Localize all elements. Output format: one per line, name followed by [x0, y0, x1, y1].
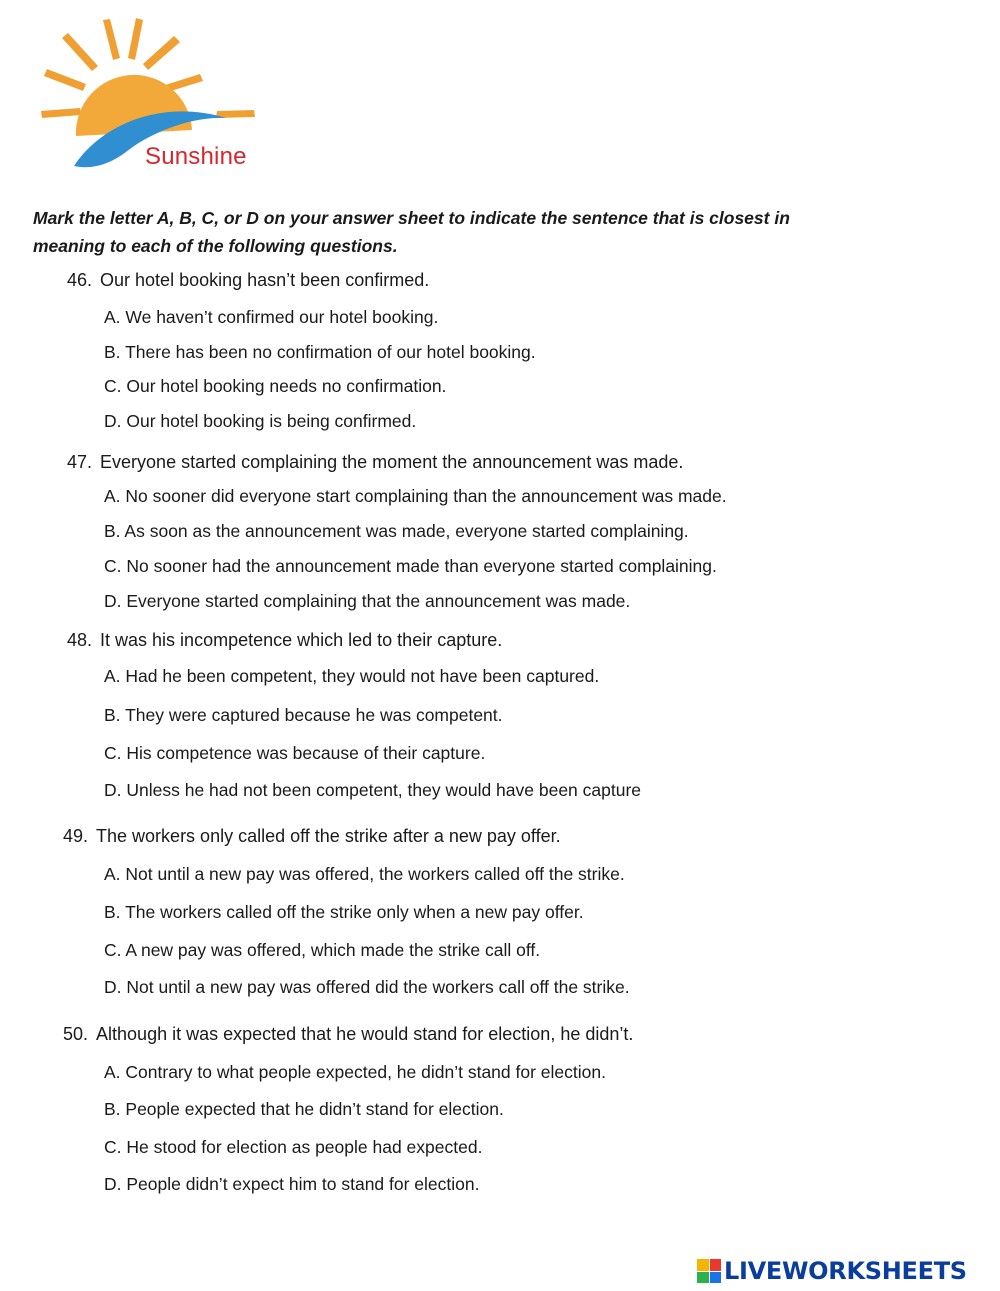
question-number: 47.	[67, 452, 93, 472]
question-number: 49.	[63, 826, 89, 846]
option-d[interactable]: D. People didn’t expect him to stand for election.	[104, 1174, 480, 1194]
logo-text: Sunshine	[145, 143, 247, 170]
instructions: Mark the letter A, B, C, or D on your answer sheet to indicate the sentence that is closest in meaning to each of the following questions.	[33, 208, 790, 256]
option-a[interactable]: A. Not until a new pay was offered, the workers called off the strike.	[104, 864, 625, 884]
question-text: The workers only called off the strike after a new pay offer.	[96, 826, 561, 846]
option-b[interactable]: B. People expected that he didn’t stand for election.	[104, 1099, 504, 1119]
question-stem	[63, 1024, 633, 1045]
question-text: Everyone started complaining the moment the announcement was made.	[100, 452, 684, 472]
option-c[interactable]: C. Our hotel booking needs no confirmation.	[104, 376, 447, 396]
option-a[interactable]: A. Contrary to what people expected, he didn’t stand for election.	[104, 1062, 606, 1082]
footer-text: LIVEWORKSHEETS	[724, 1257, 967, 1285]
option-c[interactable]: C. A new pay was offered, which made the strike call off.	[104, 940, 541, 960]
question-stem	[67, 452, 683, 473]
option-c[interactable]: C. No sooner had the announcement made than everyone started complaining.	[104, 556, 717, 576]
question-text: Although it was expected that he would stand for election, he didn’t.	[96, 1024, 634, 1044]
option-c[interactable]: C. His competence was because of their capture.	[104, 743, 486, 763]
option-b[interactable]: B. The workers called off the strike only when a new pay offer.	[104, 902, 584, 922]
option-b[interactable]: B. There has been no confirmation of our hotel booking.	[104, 342, 536, 362]
option-a[interactable]: A. Had he been competent, they would not have been captured.	[104, 666, 600, 686]
question-stem	[63, 826, 561, 847]
question-number: 46.	[67, 270, 93, 290]
option-d[interactable]: D. Not until a new pay was offered did the workers call off the strike.	[104, 977, 630, 997]
question-stem	[67, 270, 429, 291]
liveworksheets-logo-icon	[697, 1259, 721, 1283]
question-number: 50.	[63, 1024, 89, 1044]
option-c[interactable]: C. He stood for election as people had expected.	[104, 1137, 483, 1157]
liveworksheets-footer[interactable]	[697, 1254, 997, 1288]
question-text: It was his incompetence which led to their capture.	[100, 630, 503, 650]
question-text: Our hotel booking hasn’t been confirmed.	[100, 270, 430, 290]
option-d[interactable]: D. Unless he had not been competent, they would have been capture	[104, 780, 642, 800]
question-number: 48.	[67, 630, 93, 650]
option-b[interactable]: B. They were captured because he was competent.	[104, 705, 503, 725]
question-stem	[67, 630, 502, 651]
option-a[interactable]: A. We haven’t confirmed our hotel booking.	[104, 307, 439, 327]
option-d[interactable]: D. Our hotel booking is being confirmed.	[104, 411, 417, 431]
option-b[interactable]: B. As soon as the announcement was made, everyone started complaining.	[104, 521, 689, 541]
option-a[interactable]: A. No sooner did everyone start complaining than the announcement was made.	[104, 486, 727, 506]
option-d[interactable]: D. Everyone started complaining that the announcement was made.	[104, 591, 631, 611]
